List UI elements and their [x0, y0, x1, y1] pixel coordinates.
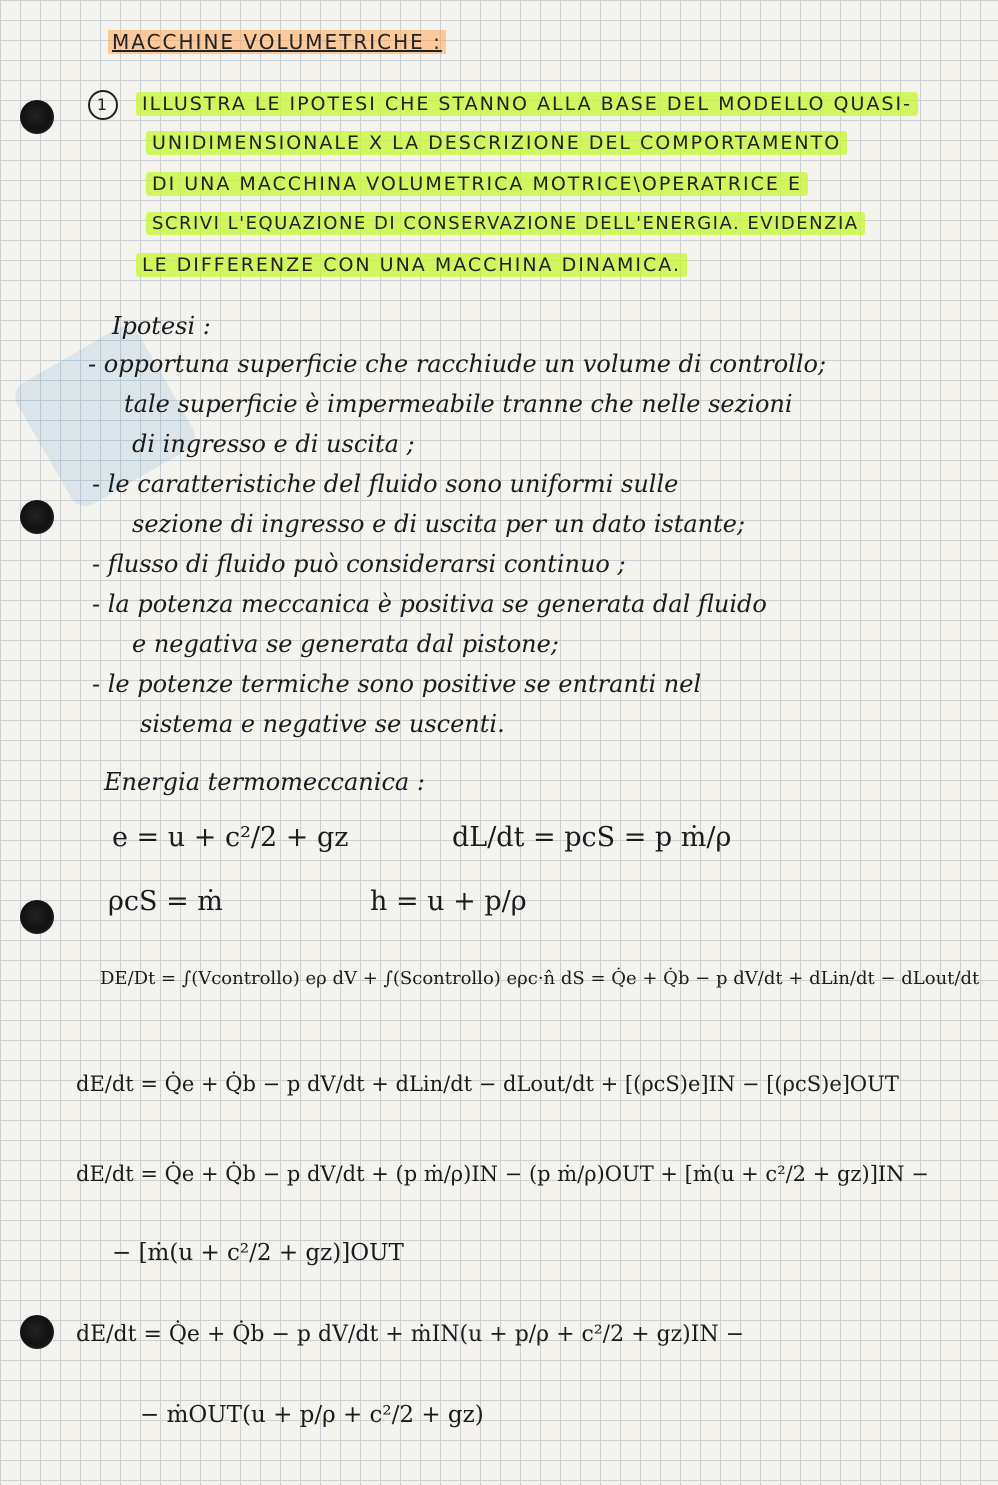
ipotesi-line: e negativa se generata dal pistone;: [132, 630, 559, 658]
ipotesi-line: di ingresso e di uscita ;: [132, 430, 415, 458]
question-line-1: 1 ILLUSTRA LE IPOTESI CHE STANNO ALLA BASE DEL MODELLO QUASI-: [88, 90, 918, 120]
question-line-2: UNIDIMENSIONALE X LA DESCRIZIONE DEL COMPORTAMENTO: [146, 132, 847, 154]
ipotesi-line: - la potenza meccanica è positiva se generata dal fluido: [92, 590, 767, 618]
ipotesi-line: - opportuna superficie che racchiude un volume di controllo;: [88, 350, 827, 378]
question-number: 1: [88, 90, 118, 120]
ipotesi-line: tale superficie è impermeabile tranne che nelle sezioni: [124, 390, 793, 418]
equation-enthalpy: h = u + p/ρ: [370, 886, 527, 917]
ipotesi-heading: Ipotesi :: [112, 312, 211, 340]
binder-hole: [20, 900, 54, 934]
binder-hole: [20, 500, 54, 534]
equation-mass-flow: ρcS = ṁ: [108, 886, 223, 917]
equation-balance-3-cont: − ṁOUT(u + p/ρ + c²/2 + gz): [140, 1402, 484, 1428]
ipotesi-line: sezione di ingresso e di uscita per un dato istante;: [132, 510, 746, 538]
page-title: MACCHINE VOLUMETRICHE :: [108, 30, 446, 54]
equation-power: dL/dt = pcS = p ṁ/ρ: [452, 822, 732, 853]
ipotesi-line: sistema e negative se uscenti.: [140, 710, 505, 738]
binder-hole: [20, 1315, 54, 1349]
equation-energy-specific: e = u + c²/2 + gz: [112, 822, 349, 853]
question-line-3: DI UNA MACCHINA VOLUMETRICA MOTRICE\OPERATRICE E: [146, 173, 808, 195]
ipotesi-line: - le potenze termiche sono positive se entranti nel: [92, 670, 702, 698]
question-line-5: LE DIFFERENZE CON UNA MACCHINA DINAMICA.: [136, 254, 687, 276]
ipotesi-line: - flusso di fluido può considerarsi continuo ;: [92, 550, 626, 578]
equation-integral: DE/Dt = ∫(Vcontrollo) eρ dV + ∫(Scontrollo) eρc·n̂ dS = Q̇e + Q̇b − p dV/dt + dLin/dt − dLout/dt: [100, 968, 980, 989]
equation-balance-1: dE/dt = Q̇e + Q̇b − p dV/dt + dLin/dt − dLout/dt + [(ρcS)e]IN − [(ρcS)e]OUT: [76, 1072, 899, 1096]
binder-hole: [20, 100, 54, 134]
equation-balance-3: dE/dt = Q̇e + Q̇b − p dV/dt + ṁIN(u + p/ρ + c²/2 + gz)IN −: [76, 1322, 745, 1347]
equation-balance-2: dE/dt = Q̇e + Q̇b − p dV/dt + (p ṁ/ρ)IN − (p ṁ/ρ)OUT + [ṁ(u + c²/2 + gz)]IN −: [76, 1162, 929, 1186]
energia-heading: Energia termomeccanica :: [104, 768, 425, 796]
equation-balance-2-cont: − [ṁ(u + c²/2 + gz)]OUT: [112, 1240, 404, 1266]
ipotesi-line: - le caratteristiche del fluido sono uniformi sulle: [92, 470, 679, 498]
question-line-4: SCRIVI L'EQUAZIONE DI CONSERVAZIONE DELL'ENERGIA. EVIDENZIA: [146, 213, 865, 234]
